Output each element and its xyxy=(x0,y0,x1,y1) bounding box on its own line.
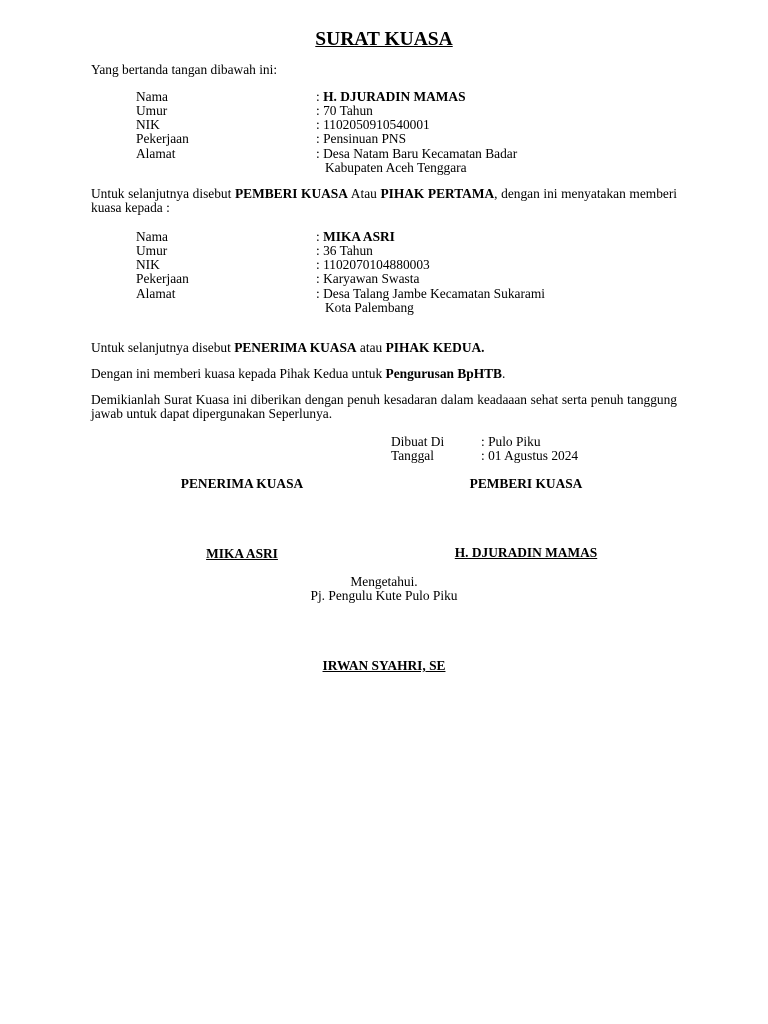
dibuat-label: Dibuat Di xyxy=(391,434,445,449)
official-signature-name: IRWAN SYAHRI, SE xyxy=(322,658,446,673)
pemberi-nama-value: : H. DJURADIN MAMAS xyxy=(316,89,466,104)
penerima-signature-name: MIKA ASRI xyxy=(206,546,278,561)
pemberi-nik-label: NIK xyxy=(136,117,160,132)
pemberi-statement: Untuk selanjutnya disebut PEMBERI KUASA Atau PIHAK PERTAMA, dengan ini menyatakan memberi kuasa kepada : xyxy=(91,186,678,216)
closing-statement: Demikianlah Surat Kuasa ini diberikan dengan penuh kesadaran dalam keadaaan sehat serta penuh tanggung jawab untuk dapat dipergunakan Seperlunya. xyxy=(91,392,677,422)
penerima-statement: Untuk selanjutnya disebut PENERIMA KUASA atau PIHAK KEDUA. xyxy=(91,340,485,355)
document-title: SURAT KUASA xyxy=(315,29,453,50)
penerima-pekerjaan-value: : Karyawan Swasta xyxy=(316,271,420,286)
pemberi-umur-value: : 70 Tahun xyxy=(316,103,373,118)
intro-text: Yang bertanda tangan dibawah ini: xyxy=(91,62,278,77)
penerima-pekerjaan-label: Pekerjaan xyxy=(136,271,189,286)
penerima-nik-label: NIK xyxy=(136,257,160,272)
pemberi-pekerjaan-value: : Pensinuan PNS xyxy=(316,131,407,146)
dibuat-value: : Pulo Piku xyxy=(481,434,541,449)
pemberi-kuasa-heading: PEMBERI KUASA xyxy=(469,476,583,491)
pemberi-pekerjaan-label: Pekerjaan xyxy=(136,131,189,146)
tanggal-value: : 01 Agustus 2024 xyxy=(481,448,579,463)
penerima-nama-value: : MIKA ASRI xyxy=(316,229,395,244)
penerima-umur-label: Umur xyxy=(136,243,168,258)
purpose-statement: Dengan ini memberi kuasa kepada Pihak Kedua untuk Pengurusan BpHTB. xyxy=(91,366,506,381)
penerima-nama-label: Nama xyxy=(136,229,168,244)
pemberi-alamat-label: Alamat xyxy=(136,146,176,161)
pemberi-alamat-value: : Desa Natam Baru Kecamatan Badar xyxy=(316,146,518,161)
pemberi-nik-value: : 1102050910540001 xyxy=(316,117,430,132)
penerima-alamat-label: Alamat xyxy=(136,286,176,301)
pemberi-alamat-line2: Kabupaten Aceh Tenggara xyxy=(325,160,467,175)
mengetahui-text: Mengetahui. xyxy=(350,574,418,589)
pemberi-nama-label: Nama xyxy=(136,89,168,104)
pemberi-signature-name: H. DJURADIN MAMAS xyxy=(454,545,598,560)
penerima-alamat-line2: Kota Palembang xyxy=(325,300,414,315)
penerima-alamat-value: : Desa Talang Jambe Kecamatan Sukarami xyxy=(316,286,545,301)
penerima-kuasa-heading: PENERIMA KUASA xyxy=(180,476,304,491)
penerima-nik-value: : 1102070104880003 xyxy=(316,257,430,272)
penerima-umur-value: : 36 Tahun xyxy=(316,243,373,258)
official-title: Pj. Pengulu Kute Pulo Piku xyxy=(310,588,458,603)
pemberi-umur-label: Umur xyxy=(136,103,168,118)
tanggal-label: Tanggal xyxy=(391,448,434,463)
